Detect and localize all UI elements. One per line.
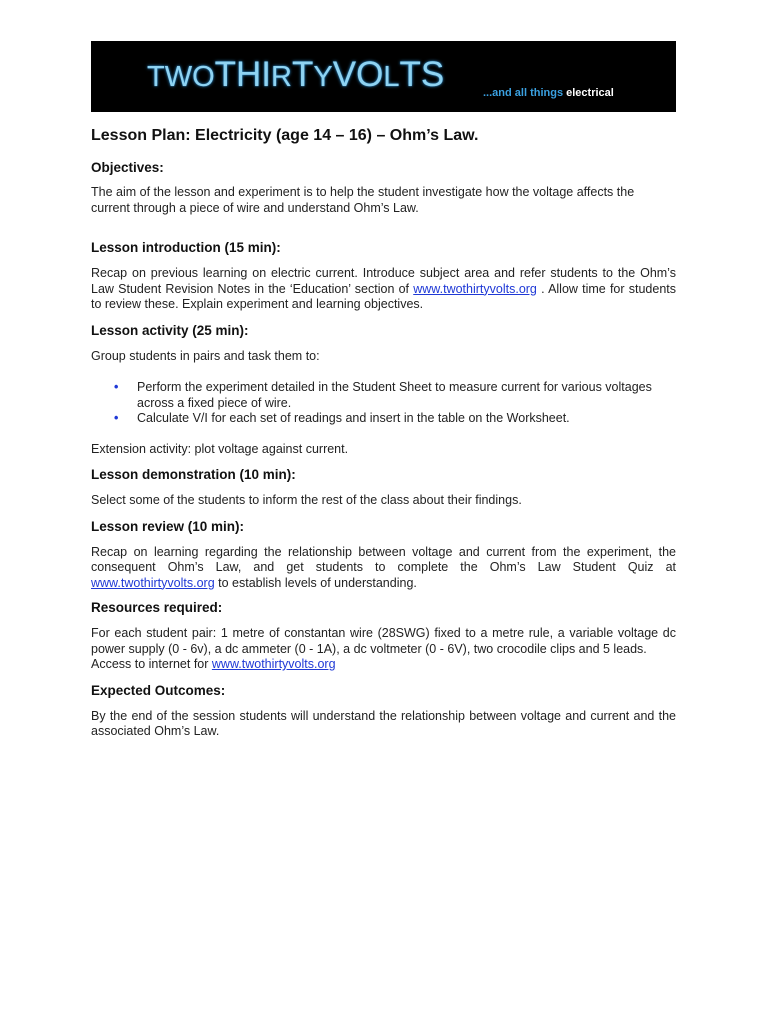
header-banner (91, 41, 676, 112)
demonstration-text: Select some of the students to inform the rest of the class about their findings. (91, 493, 522, 507)
outcomes-heading: Expected Outcomes: (91, 682, 226, 698)
extension-activity: Extension activity: plot voltage against current. (91, 441, 349, 456)
demonstration-heading: Lesson demonstration (10 min): (91, 467, 296, 482)
resources-link[interactable]: www.twothirtyvolts.org (211, 657, 336, 671)
outcomes-text: By the end of the session students will understand the relationship between voltage and current and the associated Ohm’s Law. (91, 708, 676, 738)
bullet-icon: • (114, 411, 119, 425)
page-title: Lesson Plan: Electricity (age 14 – 16) – Ohm’s Law. (91, 127, 479, 144)
introduction-link[interactable]: www.twothirtyvolts.org (413, 281, 537, 296)
resources-text: For each student pair: 1 metre of constantan wire (28SWG) fixed to a metre rule, a variable voltage dc power supply (0 - 6v), a dc ammeter (0 - 1A), a dc voltmeter (0 - 6V), two crocodile clips and 5 leads. (91, 626, 676, 656)
introduction-heading: Lesson introduction (15 min): (91, 240, 281, 255)
objectives-heading: Objectives: (91, 160, 164, 175)
activity-intro: Group students in pairs and task them to: (91, 348, 320, 363)
resources-heading: Resources required: (91, 600, 223, 615)
bullet-icon: • (114, 380, 119, 394)
list-item: • Perform the experiment detailed in the Student Sheet to measure current for various voltages across a fixed piece of wire. (114, 380, 652, 410)
activity-heading: Lesson activity (25 min): (91, 322, 249, 338)
document-body (91, 124, 676, 740)
introduction-text: Recap on previous learning on electric current. Introduce subject area and refer students to the Ohm’s Law Student Revision Notes in the ‘Education’ section of www.twothirtyvolts.org . Allow time for students to review these. Explain experiment and learning objectives. (91, 266, 676, 311)
review-text: Recap on learning regarding the relationship between voltage and current from the experiment, the consequent Ohm’s Law, and get students to complete the Ohm’s Law Student Quiz at www.twothirtyvolts.org to establish levels of understanding. (91, 544, 676, 590)
resources-access: Access to internet for www.twothirtyvolts.org (91, 657, 336, 671)
review-link[interactable]: www.twothirtyvolts.org (91, 575, 215, 590)
tagline-suffix: electrical (566, 87, 614, 99)
twothirtyvolts-logo: TWOTHIRTYVOLTS (147, 55, 445, 94)
activity-list (91, 380, 676, 427)
list-item: • Calculate V/I for each set of readings and insert in the table on the Worksheet. (114, 411, 570, 425)
objectives-text: The aim of the lesson and experiment is to help the student investigate how the voltage affects the current through a piece of wire and understand Ohm’s Law. (91, 185, 635, 215)
review-heading: Lesson review (10 min): (91, 518, 245, 534)
tagline (483, 87, 614, 99)
tagline-prefix: ...and all things (483, 87, 567, 99)
